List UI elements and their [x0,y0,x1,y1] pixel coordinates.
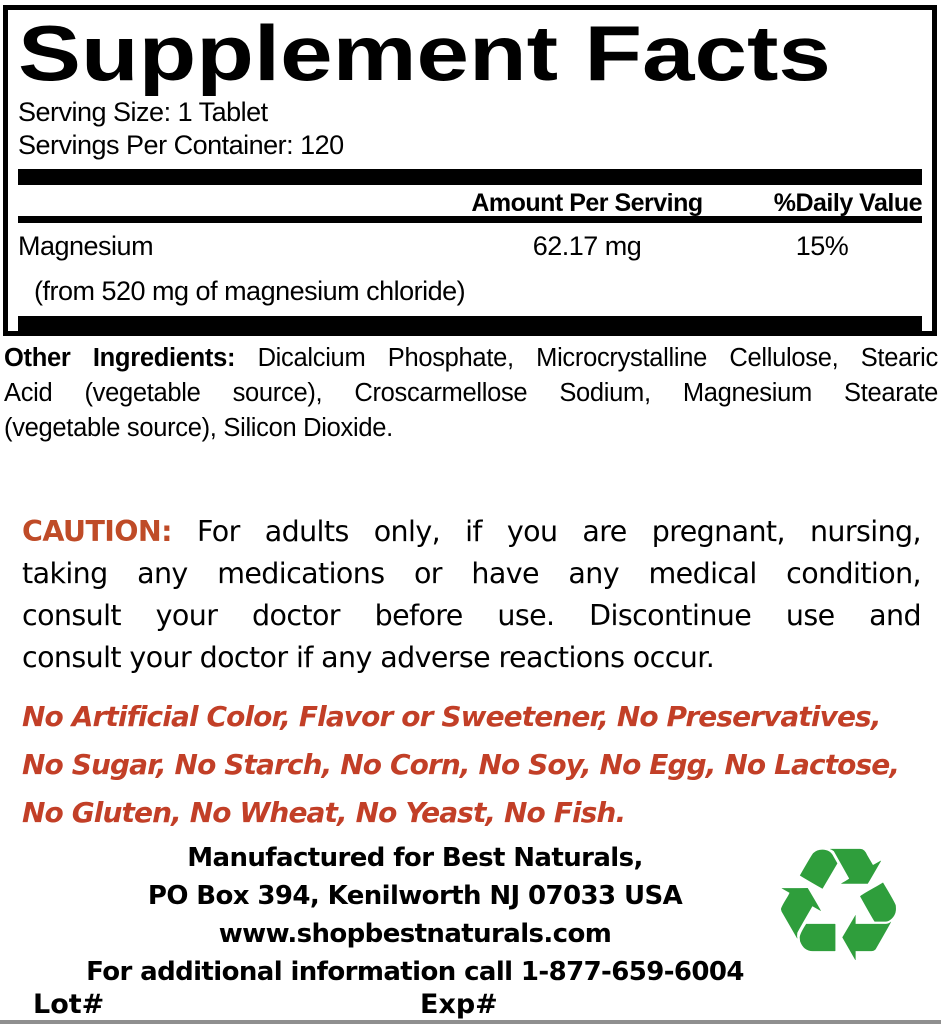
daily-value-header: %Daily Value [773,189,922,217]
other-ingredients-section [4,341,938,446]
divider-thick-top [18,169,922,185]
bottom-edge-strip [0,1020,941,1024]
servings-per-container: Servings Per Container: 120 [18,130,344,160]
phone-line: For additional information call 1-877-659-6004 [86,957,744,987]
panel-title: Supplement Facts [18,9,831,97]
nutrient-name: Magnesium [18,231,154,261]
nutrient-source-note: (from 520 mg of magnesium chloride) [34,276,466,306]
recycle-icon: ♻ [767,814,910,998]
other-ingredients-label: Other Ingredients: [4,344,236,372]
serving-size: Serving Size: 1 Tablet [18,97,268,127]
caution-line-2: taking any medications or have any medical condition, [22,557,921,590]
exp-date-label: Exp# [420,989,498,1020]
other-ingredients-line-2: Acid (vegetable source), Croscarmellose Sodium, Magnesium Stearate [4,379,938,407]
caution-label: CAUTION: [22,515,172,548]
free-of-line-2: No Sugar, No Starch, No Corn, No Soy, No Egg, No Lactose, [22,748,900,781]
manufacturer-info [12,839,818,991]
lot-number-label: Lot# [33,989,105,1020]
nutrient-amount: 62.17 mg [532,231,642,261]
caution-line-1 [22,511,921,553]
manufactured-for-line: Manufactured for Best Naturals, [187,843,643,873]
caution-line-4: consult your doctor if any adverse reactions occur. [22,641,715,674]
caution-line-1-text: For adults only, if you are pregnant, nursing, [171,515,921,548]
other-ingredients-line-1 [4,341,938,376]
nutrient-daily-value: 15% [795,231,849,261]
free-of-line-3: No Gluten, No Wheat, No Yeast, No Fish. [22,796,626,829]
supplement-facts-panel [3,5,937,336]
free-of-line-1: No Artificial Color, Flavor or Sweetener, No Preservatives, [22,700,881,733]
website-line: www.shopbestnaturals.com [218,919,612,949]
other-ingredients-line-3: (vegetable source), Silicon Dioxide. [4,414,393,442]
amount-per-serving-header: Amount Per Serving [471,189,703,217]
nutrient-row [18,223,922,268]
address-line: PO Box 394, Kenilworth NJ 07033 USA [147,881,683,911]
caution-section [22,511,921,679]
other-ingredients-line-1-text: Dicalcium Phosphate, Microcrystalline Cellulose, Stearic [235,344,938,372]
divider-thick-bottom [18,316,922,332]
caution-line-3: consult your doctor before use. Discontinue use and [22,599,921,632]
column-headers [18,185,922,216]
